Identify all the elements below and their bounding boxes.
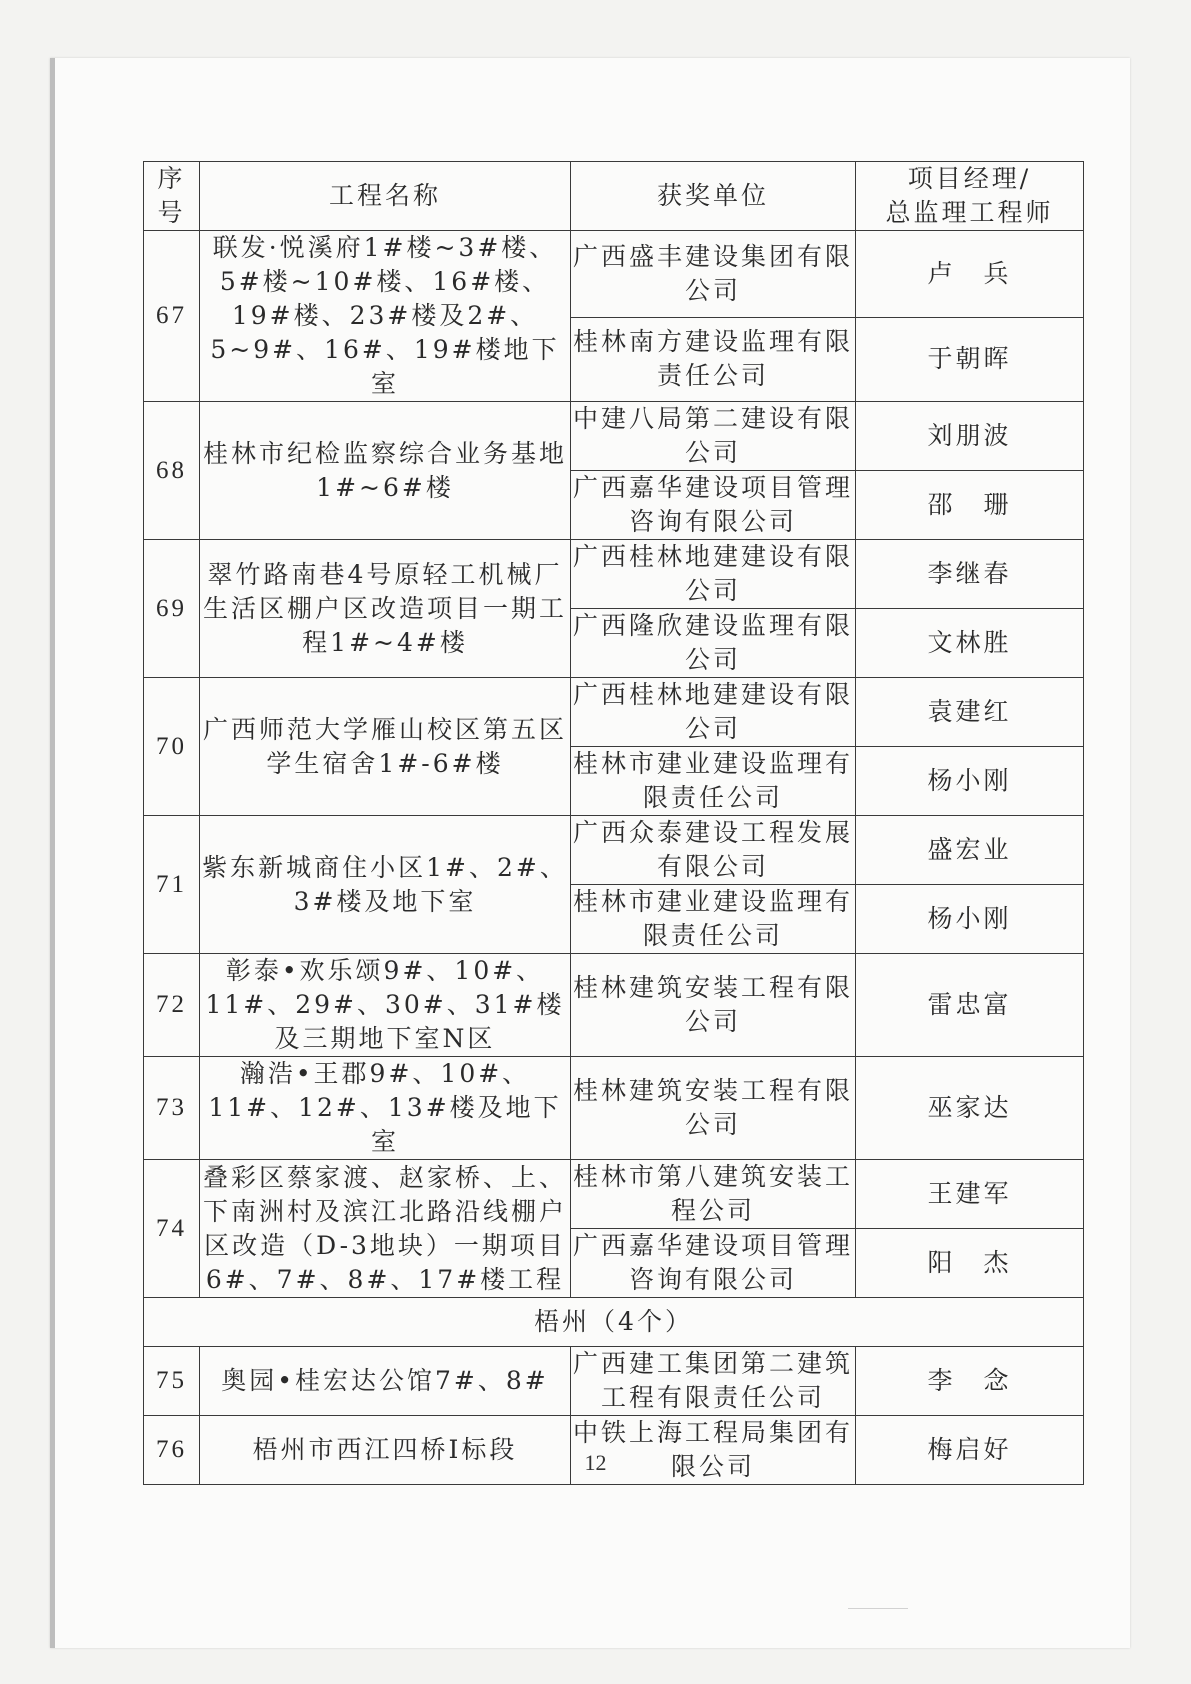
cell-award-unit: 中建八局第二建设有限公司: [571, 402, 856, 471]
cell-award-unit: 中铁上海工程局集团有限公司: [571, 1416, 856, 1485]
cell-award-unit: 桂林建筑安装工程有限公司: [571, 1057, 856, 1160]
cell-manager: 卢 兵: [856, 231, 1084, 318]
cell-award-unit: 广西桂林地建建设有限公司: [571, 678, 856, 747]
cell-seq: 76: [144, 1416, 200, 1485]
cell-project-name: 奥园•桂宏达公馆7#、8#: [200, 1347, 571, 1416]
cell-project-name: 翠竹路南巷4号原轻工机械厂生活区棚户区改造项目一期工程1#~4#楼: [200, 540, 571, 678]
table-row: [144, 402, 1084, 471]
header-manager-line1: 项目经理/: [907, 164, 1032, 193]
page-number: 12: [584, 1450, 607, 1475]
cell-seq: 68: [144, 402, 200, 540]
cell-award-unit: 桂林市第八建筑安装工程公司: [571, 1160, 856, 1229]
header-row: [144, 162, 1084, 231]
cell-award-unit: 桂林建筑安装工程有限公司: [571, 954, 856, 1057]
header-manager-line2: 总监理工程师: [885, 198, 1054, 227]
cell-project-name: 瀚浩•王郡9#、10#、11#、12#、13#楼及地下室: [200, 1057, 571, 1160]
cell-project-name: 广西师范大学雁山校区第五区学生宿舍1#-6#楼: [200, 678, 571, 816]
cell-award-unit: 桂林市建业建设监理有限责任公司: [571, 885, 856, 954]
award-table: [143, 161, 1084, 1485]
cell-award-unit: 广西桂林地建建设有限公司: [571, 540, 856, 609]
cell-award-unit: 广西隆欣建设监理有限公司: [571, 609, 856, 678]
cell-manager: 杨小刚: [856, 747, 1084, 816]
header-manager: [856, 162, 1084, 231]
table-row: [144, 678, 1084, 747]
cell-seq: 71: [144, 816, 200, 954]
cell-manager: 于朝晖: [856, 317, 1084, 401]
table-row: [144, 540, 1084, 609]
cell-project-name: 桂林市纪检监察综合业务基地1#~6#楼: [200, 402, 571, 540]
cell-award-unit: 广西众泰建设工程发展有限公司: [571, 816, 856, 885]
table-row: [144, 231, 1084, 318]
cell-manager: 雷忠富: [856, 954, 1084, 1057]
header-award-unit: 获奖单位: [571, 162, 856, 231]
cell-manager: 盛宏业: [856, 816, 1084, 885]
table-row: [144, 1160, 1084, 1229]
cell-seq: 74: [144, 1160, 200, 1298]
table-row: [144, 954, 1084, 1057]
cell-project-name: 联发·悦溪府1#楼~3#楼、5#楼~10#楼、16#楼、19#楼、23#楼及2#、5~9#、16#、19#楼地下室: [200, 231, 571, 402]
cell-award-unit: 桂林市建业建设监理有限责任公司: [571, 747, 856, 816]
cell-award-unit: 广西嘉华建设项目管理咨询有限公司: [571, 471, 856, 540]
cell-project-name: 叠彩区蔡家渡、赵家桥、上、下南洲村及滨江北路沿线棚户区改造（D-3地块）一期项目6#、7#、8#、17#楼工程: [200, 1160, 571, 1298]
cell-manager: 邵 珊: [856, 471, 1084, 540]
cell-seq: 70: [144, 678, 200, 816]
header-seq: 序号: [144, 162, 200, 231]
cell-seq: 67: [144, 231, 200, 402]
cell-award-unit: 广西盛丰建设集团有限公司: [571, 231, 856, 318]
table-row: [144, 816, 1084, 885]
cell-award-unit: 桂林南方建设监理有限责任公司: [571, 317, 856, 401]
scan-mark: [848, 1608, 908, 1609]
cell-manager: 李继春: [856, 540, 1084, 609]
cell-manager: 杨小刚: [856, 885, 1084, 954]
cell-manager: 巫家达: [856, 1057, 1084, 1160]
cell-project-name: 紫东新城商住小区1#、2#、3#楼及地下室: [200, 816, 571, 954]
cell-manager: 李 念: [856, 1347, 1084, 1416]
cell-award-unit: 广西嘉华建设项目管理咨询有限公司: [571, 1229, 856, 1298]
cell-seq: 72: [144, 954, 200, 1057]
cell-manager: 袁建红: [856, 678, 1084, 747]
header-project-name: 工程名称: [200, 162, 571, 231]
cell-manager: 阳 杰: [856, 1229, 1084, 1298]
region-heading: 梧州（4个）: [144, 1298, 1084, 1347]
cell-seq: 75: [144, 1347, 200, 1416]
region-row: [144, 1298, 1084, 1347]
table-row: [144, 1347, 1084, 1416]
cell-award-unit: 广西建工集团第二建筑工程有限责任公司: [571, 1347, 856, 1416]
page-edge-shadow: [50, 58, 55, 1648]
cell-manager: 王建军: [856, 1160, 1084, 1229]
cell-project-name: 梧州市西江四桥Ⅰ标段: [200, 1416, 571, 1485]
cell-manager: 文林胜: [856, 609, 1084, 678]
table-body: [144, 231, 1084, 1485]
cell-manager: 刘朋波: [856, 402, 1084, 471]
table-row: [144, 1057, 1084, 1160]
cell-seq: 69: [144, 540, 200, 678]
cell-manager: 梅启好: [856, 1416, 1084, 1485]
cell-seq: 73: [144, 1057, 200, 1160]
cell-project-name: 彰泰•欢乐颂9#、10#、11#、29#、30#、31#楼及三期地下室N区: [200, 954, 571, 1057]
